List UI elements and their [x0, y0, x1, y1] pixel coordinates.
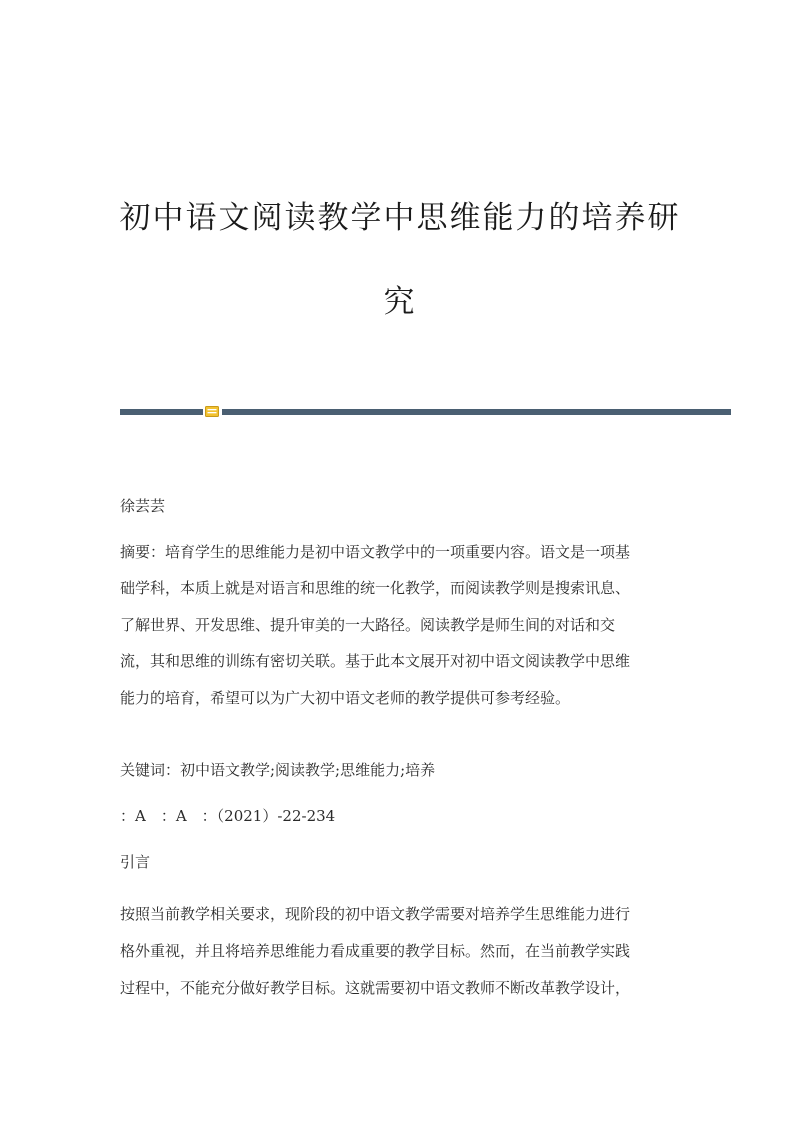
document-title-line-1: 初中语文阅读教学中思维能力的培养研	[119, 200, 681, 236]
title-divider	[120, 408, 731, 415]
abstract-line: 能力的培育，希望可以为广大初中语文老师的教学提供可参考经验。	[120, 688, 571, 707]
abstract-paragraph	[120, 534, 680, 716]
divider-bar-right	[222, 409, 731, 415]
abstract-line: 流，其和思维的训练有密切关联。基于此本文展开对初中语文阅读教学中思维	[120, 652, 631, 671]
keywords: 关键词：初中语文教学;阅读教学;思维能力;培养	[120, 761, 436, 779]
author-name: 徐芸芸	[120, 497, 166, 515]
section-heading-introduction: 引言	[120, 853, 151, 871]
introduction-line: 过程中，不能充分做好教学目标。这就需要初中语文教师不断改革教学设计，	[120, 979, 631, 997]
divider-bar-left	[120, 409, 203, 415]
document-icon	[205, 406, 219, 417]
abstract-line: 摘要：培育学生的思维能力是初中语文教学中的一项重要内容。语文是一项基	[120, 543, 631, 561]
introduction-paragraph	[120, 896, 680, 1007]
abstract-line: 了解世界、开发思维、提升审美的一大路径。阅读教学是师生间的对话和交	[120, 615, 616, 634]
classification-info: ：A ：A ：（2021）-22-234	[120, 807, 336, 825]
document-title-line-2: 究	[383, 284, 417, 320]
abstract-line: 础学科，本质上就是对语言和思维的统一化教学，而阅读教学则是搜索讯息、	[120, 579, 631, 598]
introduction-line: 格外重视，并且将培养思维能力看成重要的教学目标。然而，在当前教学实践	[120, 942, 631, 960]
introduction-line: 按照当前教学相关要求，现阶段的初中语文教学需要对培养学生思维能力进行	[120, 905, 631, 923]
